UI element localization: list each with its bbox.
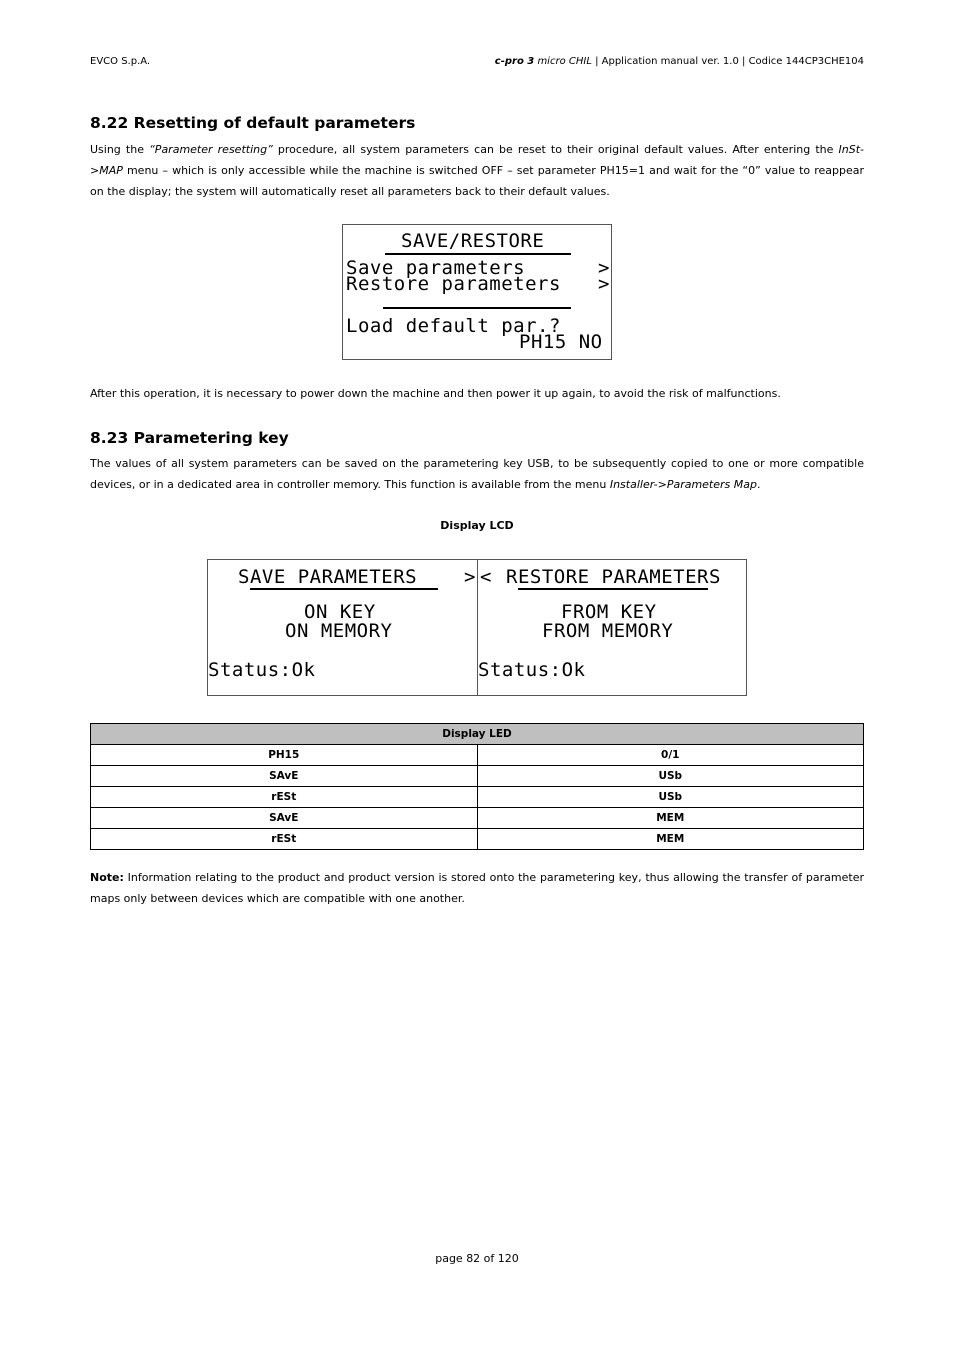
lcd-save-restore <box>342 224 612 360</box>
lcd-left-on-memory: ON MEMORY <box>285 620 393 642</box>
note-text: Information relating to the product and product version is stored onto the parametering key, thus allowing the transfer of parameter maps only between devices which are compatible with one another. <box>90 871 864 905</box>
page-number: page 82 of 120 <box>435 1252 519 1265</box>
table-row <box>91 766 864 787</box>
lcd-left-on-key: ON KEY <box>304 601 376 623</box>
lcd-right-title: RESTORE PARAMETERS <box>506 566 721 588</box>
s822-p4: InSt->MAP <box>90 143 865 177</box>
lcd-restore-parameters <box>477 559 747 696</box>
section-823-paragraph <box>90 453 864 495</box>
lcd-left-arrow: > <box>464 566 476 588</box>
lcd-caption: Display LCD <box>440 519 514 532</box>
led-value: MEM <box>477 808 864 829</box>
lcd-line-restore: Restore parameters <box>346 273 561 295</box>
lcd-right-from-memory: FROM MEMORY <box>542 620 674 642</box>
led-table <box>90 723 864 850</box>
led-code: rESt <box>91 829 478 850</box>
s822-p3: procedure, all system parameters can be reset to their original default values. After entering the <box>272 143 839 156</box>
lcd-line-restore-arrow: > <box>598 273 610 295</box>
led-code: SAvE <box>91 766 478 787</box>
section-822-after-text: After this operation, it is necessary to power down the machine and then power it up again, to avoid the risk of malfunctions. <box>90 387 781 400</box>
lcd-left-title: SAVE PARAMETERS <box>238 566 418 588</box>
s822-p1: Using the <box>90 143 150 156</box>
table-row <box>91 745 864 766</box>
s823-p3: . <box>756 478 761 491</box>
led-table-header-row <box>91 724 864 745</box>
lcd-line-save: Save parameters <box>346 257 526 279</box>
led-value: 0/1 <box>477 745 864 766</box>
table-row <box>91 808 864 829</box>
s823-p2: Installer->Parameters Map <box>609 478 757 491</box>
lcd-left-status: Status:Ok <box>208 659 316 681</box>
header-product-name: c-pro 3 <box>494 56 535 67</box>
s822-p2: “Parameter resetting” <box>149 143 273 156</box>
led-value: USb <box>477 766 864 787</box>
note-paragraph <box>90 867 864 909</box>
header-manual-version: | Application manual ver. 1.0 | Codice 144CP3CHE104 <box>591 56 864 67</box>
lcd-right-from-key: FROM KEY <box>561 601 657 623</box>
lcd-line-ph15: PH15 NO <box>519 331 603 353</box>
header-manual-info <box>495 56 864 67</box>
s823-p1: The values of all system parameters can be saved on the parametering key USB, to be subsequently copied to one or more compatible devices, or in a dedicated area in controller memory. This function is available from the menu <box>90 457 864 491</box>
led-value: MEM <box>477 829 864 850</box>
lcd-title-underline <box>385 253 571 255</box>
led-table-header: Display LED <box>91 724 864 745</box>
lcd-title: SAVE/RESTORE <box>401 230 545 252</box>
lcd-line-save-arrow: > <box>598 257 610 279</box>
lcd-line-load-default: Load default par.? <box>346 315 561 337</box>
led-code: rESt <box>91 787 478 808</box>
header-product-variant: micro CHIL <box>534 56 592 67</box>
led-value: USb <box>477 787 864 808</box>
table-row <box>91 829 864 850</box>
lcd-divider <box>383 307 571 309</box>
led-code: PH15 <box>91 745 478 766</box>
lcd-left-underline <box>250 588 438 590</box>
lcd-right-status: Status:Ok <box>478 659 586 681</box>
note-label: Note: <box>90 871 124 884</box>
lcd-right-arrow: < <box>480 566 492 588</box>
lcd-right-underline <box>518 588 708 590</box>
section-822-paragraph <box>90 139 864 202</box>
s822-p5: menu – which is only accessible while the machine is switched OFF – set parameter PH15=1 and wait for the “0” value to reappear on the display; the system will automatically reset all parameters back to their default values. <box>90 164 864 198</box>
section-822-title: 8.22 Resetting of default parameters <box>90 114 416 132</box>
section-823-title: 8.23 Parametering key <box>90 429 289 447</box>
header-company: EVCO S.p.A. <box>90 56 151 67</box>
lcd-save-parameters <box>207 559 478 696</box>
table-row <box>91 787 864 808</box>
led-code: SAvE <box>91 808 478 829</box>
